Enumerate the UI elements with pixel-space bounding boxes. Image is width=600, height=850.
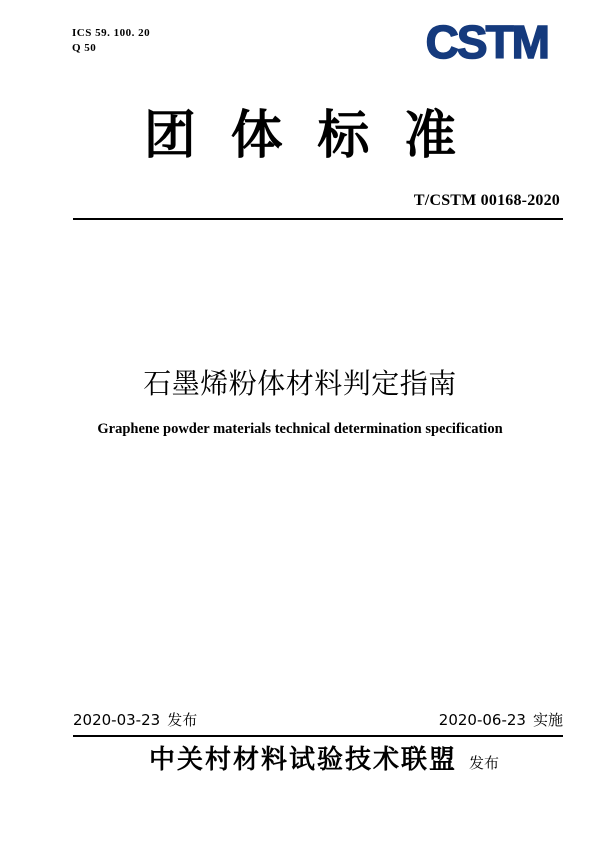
document-title-en: Graphene powder materials technical determination specification [97, 421, 503, 437]
publisher-row [24, 746, 600, 774]
issue-date-cell [73, 711, 197, 729]
cstm-logo: CSTM [425, 16, 548, 68]
dates-row [73, 711, 563, 729]
implement-label: 实施 [532, 711, 563, 729]
publisher-action-label: 发布 [469, 754, 500, 772]
classification-code: Q 50 [72, 42, 97, 54]
publisher-name: 中关村材料试验技术联盟 [148, 745, 457, 775]
ics-classification-block [72, 26, 150, 56]
header-divider-rule [73, 218, 563, 220]
standard-number: T/CSTM 00168-2020 [413, 192, 560, 209]
issue-label: 发布 [167, 711, 198, 729]
ics-code: ICS 59. 100. 20 [72, 27, 151, 39]
document-title-cn: 石墨烯粉体材料判定指南 [143, 367, 457, 400]
implement-date: 2020-06-23 [438, 711, 526, 729]
issue-date: 2020-03-23 [73, 711, 161, 729]
standard-type-heading: 团 体 标 准 [143, 105, 465, 166]
footer-divider-rule [73, 735, 563, 737]
implement-date-cell [439, 711, 563, 729]
